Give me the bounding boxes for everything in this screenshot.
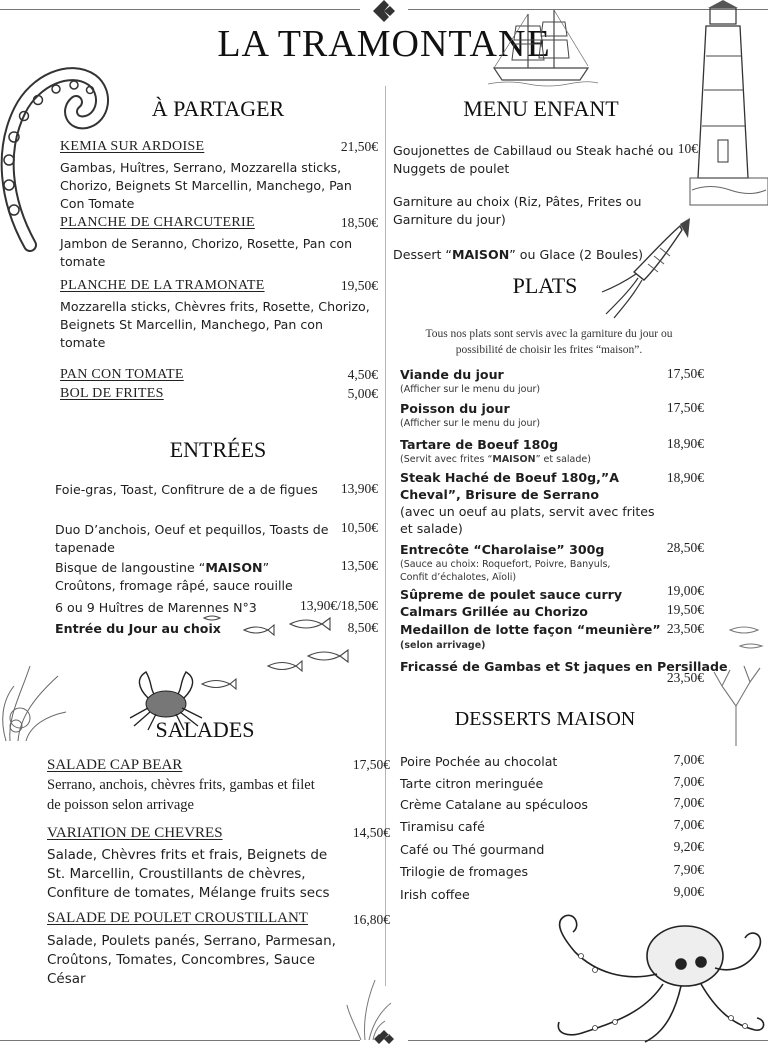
dessert-name-2: Crème Catalane au spéculoos [400, 797, 588, 812]
kemia-name: KEMIA SUR ARDOISE [60, 139, 205, 154]
plats-intro-2: possibilité de choisir les frites “maison”. [455, 344, 643, 356]
kemia-desc-3: Con Tomate [60, 196, 135, 211]
desserts-heading: DESSERTS MAISON [454, 708, 636, 730]
enfant-line-1: Goujonettes de Cabillaud ou Steak haché ou [393, 143, 674, 158]
dessert-price-5: 7,90€ [673, 862, 704, 877]
lotte-name: Medaillon de lotte façon “meunière” [400, 622, 661, 637]
restaurant-title: LA TRAMONTANE [217, 23, 551, 65]
lotte-note: (selon arrivage) [400, 640, 486, 651]
pan-name: PAN CON TOMATE [60, 367, 184, 382]
octopus-illustration-icon [545, 912, 768, 1047]
entrecote-name: Entrecôte “Charolaise” 300g [400, 542, 605, 557]
tartare-price: 18,90€ [666, 436, 704, 451]
kemia-desc-1: Gambas, Huîtres, Serrano, Mozzarella sticks, [60, 160, 342, 175]
dessert-name-1: Tarte citron meringuée [400, 776, 544, 791]
cap-bear-desc-1: Serrano, anchois, chèvres frits, gambas et filet [47, 777, 315, 793]
enfant-line-3: Garniture au choix (Riz, Pâtes, Frites ou [393, 194, 642, 209]
dessert-price-1: 7,00€ [673, 774, 704, 789]
bottom-border-left [0, 1040, 360, 1041]
tramonate-price: 19,50€ [340, 278, 378, 293]
chevres-desc-2: St. Marcellin, Croustillants de chèvres, [47, 866, 306, 882]
entrecote-note-1: (Sauce au choix: Roquefort, Poivre, Banyuls, [400, 559, 611, 570]
poisson-name: Poisson du jour [400, 401, 510, 416]
squid-illustration-icon [600, 218, 692, 320]
lighthouse-illustration-icon [690, 0, 768, 205]
kemia-desc-2: Chorizo, Beignets St Marcellin, Manchego, Pan [60, 178, 352, 193]
huitres-price: 13,90€/18,50€ [299, 598, 378, 613]
charcuterie-price: 18,50€ [340, 215, 378, 230]
coral-illustration-icon [700, 616, 768, 746]
dessert-price-2: 7,00€ [673, 795, 704, 810]
dessert-name-6: Irish coffee [400, 887, 470, 902]
poulet-desc-3: César [47, 971, 86, 987]
bisque-bold: MAISON [205, 560, 263, 575]
calmars-price: 19,50€ [666, 602, 704, 617]
fricasse-name: Fricassé de Gambas et St jaques en Persillade [400, 659, 728, 674]
charcuterie-desc-1: Jambon de Seranno, Chorizo, Rosette, Pan con [60, 236, 353, 251]
sailing-ship-illustration-icon [488, 6, 598, 86]
bol-name: BOL DE FRITES [60, 386, 164, 401]
cap-bear-name: SALADE CAP BEAR [47, 757, 183, 773]
viande-note: (Afficher sur le menu du jour) [400, 384, 541, 395]
enfant-dessert-post: ” ou Glace (2 Boules) [509, 247, 644, 262]
chevres-price: 14,50€ [352, 825, 390, 840]
duo-text-1: Duo D’anchois, Oeuf et pequillos, Toasts de [55, 522, 329, 537]
plats-heading: PLATS [512, 273, 578, 298]
bisque-price: 13,50€ [340, 558, 378, 573]
tartare-note-pre: (Servit avec frites “ [400, 454, 493, 465]
entrees-heading: ENTRÉES [169, 437, 267, 462]
poulet-name: SALADE DE POULET CROUSTILLANT [47, 910, 308, 926]
foie-text: Foie-gras, Toast, Confitrure de a de figues [55, 482, 318, 497]
dessert-price-3: 7,00€ [673, 817, 704, 832]
calmars-name: Calmars Grillée au Chorizo [400, 604, 588, 619]
steak-line-2: Cheval”, Brisure de Serrano [400, 487, 600, 502]
duo-price: 10,50€ [340, 520, 378, 535]
charcuterie-name: PLANCHE DE CHARCUTERIE [60, 215, 255, 230]
enfant-dessert-pre: Dessert “ [393, 247, 452, 262]
kemia-price: 21,50€ [340, 139, 378, 154]
tramonate-name: PLANCHE DE LA TRAMONATE [60, 278, 265, 293]
enfant-line-4: Garniture du jour) [393, 212, 506, 227]
supreme-price: 19,00€ [666, 583, 704, 598]
entree-jour-text: Entrée du Jour au choix [55, 621, 221, 636]
steak-line-3: (avec un oeuf au plats, servit avec frites [400, 504, 655, 519]
enfant-price: 10€ [677, 141, 698, 156]
chevres-name: VARIATION DE CHEVRES [47, 825, 223, 841]
bisque-text-2: Croûtons, fromage râpé, sauce rouille [55, 578, 293, 593]
salades-heading: SALADES [155, 717, 255, 742]
entree-jour-price: 8,50€ [347, 620, 378, 635]
poisson-note: (Afficher sur le menu du jour) [400, 418, 541, 429]
pan-price: 4,50€ [347, 367, 378, 382]
fleur-ornament-icon [368, 0, 400, 22]
partager-heading: À PARTAGER [151, 96, 285, 121]
bisque-pre: Bisque de langoustine “ [55, 560, 206, 575]
enfant-heading: MENU ENFANT [463, 96, 619, 121]
dessert-name-5: Trilogie de fromages [400, 864, 529, 879]
charcuterie-desc-2: tomate [60, 254, 106, 269]
lotte-price: 23,50€ [666, 621, 704, 636]
viande-price: 17,50€ [666, 366, 704, 381]
cap-bear-desc-2: de poisson selon arrivage [47, 797, 194, 813]
dessert-name-0: Poire Pochée au chocolat [400, 754, 558, 769]
dessert-price-6: 9,00€ [673, 884, 704, 899]
poulet-desc-2: Croûtons, Tomates, Concombres, Sauce [47, 952, 316, 968]
dessert-name-4: Café ou Thé gourmand [400, 842, 545, 857]
plats-intro-1: Tous nos plats sont servis avec la garniture du jour ou [425, 328, 673, 340]
bisque-text-1 [55, 559, 269, 577]
tramonate-desc-3: tomate [60, 335, 106, 350]
duo-text-2: tapenade [55, 540, 115, 555]
enfant-dessert-bold: MAISON [451, 247, 510, 262]
steak-line-1: Steak Haché de Boeuf 180g,”A [400, 470, 619, 485]
tartare-note [400, 454, 591, 466]
poulet-desc-1: Salade, Poulets panés, Serrano, Parmesan, [47, 933, 336, 949]
entrecote-note-2: Confit d’échalotes, Aïoli) [400, 572, 517, 583]
column-divider [385, 86, 386, 986]
poulet-price: 16,80€ [352, 912, 390, 927]
enfant-line-2: Nuggets de poulet [393, 161, 510, 176]
seaweed-illustration-icon [0, 646, 70, 741]
tartare-name: Tartare de Boeuf 180g [400, 437, 559, 452]
huitres-text: 6 ou 9 Huîtres de Marennes N°3 [55, 600, 257, 615]
viande-name: Viande du jour [400, 367, 504, 382]
dessert-name-3: Tiramisu café [400, 819, 485, 834]
foie-price: 13,90€ [340, 481, 378, 496]
tramonate-desc-1: Mozzarella sticks, Chèvres frits, Rosette, Chorizo, [60, 299, 370, 314]
tartare-note-post: ” et salade) [535, 454, 591, 465]
entrecote-price: 28,50€ [666, 540, 704, 555]
enfant-dessert [393, 246, 643, 264]
supreme-name: Sûpreme de poulet sauce curry [400, 587, 623, 602]
bol-price: 5,00€ [347, 386, 378, 401]
steak-line-4: et salade) [400, 521, 463, 536]
chevres-desc-3: Confiture de tomates, Mélange fruits secs [47, 885, 330, 901]
poisson-price: 17,50€ [666, 400, 704, 415]
top-border-left [0, 9, 360, 10]
bisque-post: ” [262, 560, 270, 575]
chevres-desc-1: Salade, Chèvres frits et frais, Beignets de [47, 847, 328, 863]
fricasse-price: 23,50€ [666, 670, 704, 685]
grass-illustration-icon [345, 975, 395, 1040]
dessert-price-0: 7,00€ [673, 752, 704, 767]
cap-bear-price: 17,50€ [352, 757, 390, 772]
steak-price: 18,90€ [666, 470, 704, 485]
dessert-price-4: 9,20€ [673, 839, 704, 854]
tramonate-desc-2: Beignets St Marcellin, Manchego, Pan con [60, 317, 323, 332]
tartare-note-bold: MAISON [492, 454, 536, 465]
